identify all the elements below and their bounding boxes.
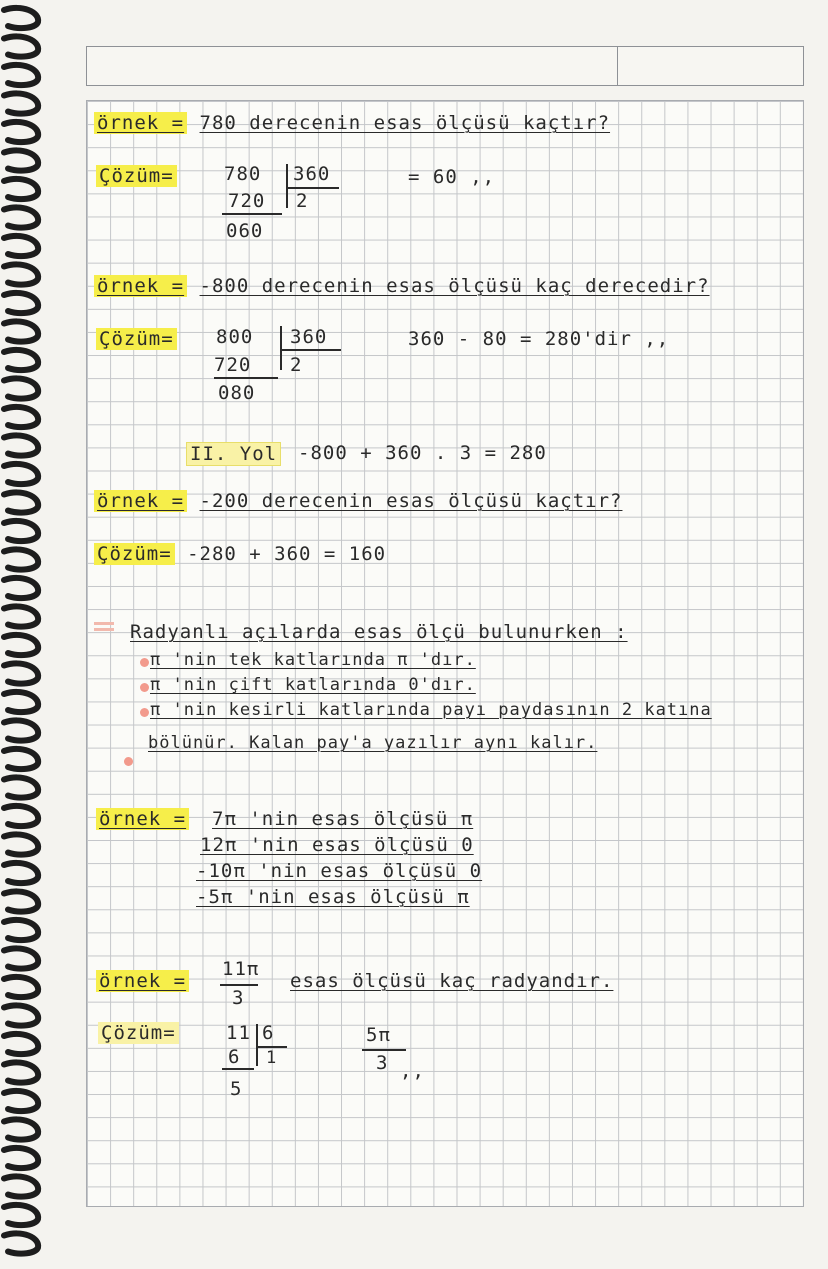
ex5-frac-num: 11π	[222, 958, 260, 980]
spiral-coil	[4, 492, 38, 512]
example-1-label: örnek =	[94, 112, 187, 134]
solution-2-label: Çözüm=	[96, 328, 177, 350]
spiral-coil	[4, 720, 38, 740]
div1-product-line	[222, 213, 282, 215]
div1-bar	[286, 164, 288, 208]
solution-3-text: -280 + 360 = 160	[187, 543, 387, 565]
div1-divisor: 360	[293, 163, 331, 185]
rule-marker	[94, 622, 114, 636]
spiral-coil	[4, 293, 38, 313]
div2-bar	[280, 326, 282, 370]
spiral-coil	[4, 749, 38, 769]
spiral-coil	[4, 1176, 38, 1196]
spiral-coil	[4, 65, 38, 85]
spiral-coil	[4, 806, 38, 826]
spiral-coil	[4, 464, 38, 484]
spiral-coil	[4, 321, 38, 341]
alt-method-label: II. Yol	[186, 442, 281, 466]
div2-quotient: 2	[290, 354, 303, 376]
spiral-coil	[4, 36, 38, 56]
example-3-question: -200 derecenin esas ölçüsü kaçtır?	[199, 490, 623, 512]
spiral-coil	[4, 122, 38, 142]
example-1	[94, 112, 610, 134]
div1-product: 720	[228, 190, 266, 212]
solution-1-label: Çözüm=	[96, 165, 177, 187]
spiral-coil	[4, 264, 38, 284]
spiral-coil	[4, 578, 38, 598]
rule-bullet-4	[124, 757, 133, 766]
solution-3-label: Çözüm=	[94, 543, 175, 565]
spiral-coil	[4, 407, 38, 427]
ex5-answer-num: 5π	[366, 1024, 391, 1046]
alt-method-calc: -800 + 360 . 3 = 280	[298, 442, 547, 464]
example-2-calc: 360 - 80 = 280'dir ,,	[408, 328, 670, 350]
spiral-coil	[4, 8, 38, 28]
div5-divisor: 6	[262, 1022, 275, 1044]
example-2-label: örnek =	[94, 275, 187, 297]
spiral-coil	[4, 920, 38, 940]
spiral-coil	[4, 435, 38, 455]
spiral-coil	[4, 1205, 38, 1225]
solution-5-label: Çözüm=	[98, 1022, 179, 1044]
spiral-coil	[4, 207, 38, 227]
spiral-coil	[4, 1148, 38, 1168]
spiral-coil	[4, 692, 38, 712]
ex5-answer-den: 3	[376, 1052, 389, 1074]
spiral-coil	[4, 93, 38, 113]
div2-remainder: 080	[218, 382, 256, 404]
div1-quotient: 2	[296, 190, 309, 212]
div5-product-line	[222, 1068, 254, 1070]
example-3	[94, 490, 622, 512]
example-1-question: 780 derecenin esas ölçüsü kaçtır?	[199, 112, 611, 134]
rule-item-3: π 'nin kesirli katlarında payı paydasının 2 katına	[150, 700, 712, 720]
spiral-coil	[4, 977, 38, 997]
header-box	[86, 46, 804, 86]
div5-bar	[256, 1024, 258, 1066]
ex5-answer-bar	[362, 1049, 406, 1051]
solution-3	[94, 543, 386, 565]
div5-product: 6	[228, 1046, 241, 1068]
div2-divisor: 360	[290, 326, 328, 348]
spiral-coil	[4, 1062, 38, 1082]
spiral-coil	[4, 1034, 38, 1054]
spiral-coil	[4, 663, 38, 683]
div1-remainder: 060	[226, 220, 264, 242]
header-divider	[617, 47, 618, 85]
spiral-coil	[4, 1005, 38, 1025]
rule-item-2: π 'nin çift katlarında 0'dır.	[150, 675, 476, 695]
example-5-label: örnek =	[96, 970, 189, 992]
div5-dividend: 11	[226, 1022, 251, 1044]
example-4-line-1: 7π 'nin esas ölçüsü π	[212, 808, 474, 830]
rule-bullet-1	[140, 658, 149, 667]
spiral-coil	[4, 863, 38, 883]
rule-bullet-3	[140, 708, 149, 717]
example-3-label: örnek =	[94, 490, 187, 512]
ex5-frac-den: 3	[232, 987, 245, 1009]
example-2	[94, 275, 710, 297]
spiral-binding	[0, 0, 50, 1269]
spiral-coil	[4, 1119, 38, 1139]
div1-dividend: 780	[224, 163, 262, 185]
spiral-coil	[4, 635, 38, 655]
rule-title: Radyanlı açılarda esas ölçü bulunurken :	[130, 621, 628, 643]
example-4-line-4: -5π 'nin esas ölçüsü π	[196, 886, 470, 908]
spiral-coil	[4, 891, 38, 911]
example-5-question: esas ölçüsü kaç radyandır.	[290, 970, 614, 992]
spiral-coil	[4, 777, 38, 797]
spiral-coil	[4, 948, 38, 968]
ex5-frac-bar	[220, 984, 258, 986]
example-2-question: -800 derecenin esas ölçüsü kaç derecedir?	[199, 275, 710, 297]
div1-divisor-line	[287, 187, 339, 189]
spiral-coil	[4, 1233, 38, 1253]
spiral-coil	[4, 606, 38, 626]
div5-remainder: 5	[230, 1078, 243, 1100]
div5-quotient: 1	[266, 1048, 278, 1068]
example-4-line-3: -10π 'nin esas ölçüsü 0	[196, 860, 483, 882]
div2-product-line	[214, 377, 278, 379]
rule-item-1: π 'nin tek katlarında π 'dır.	[150, 650, 476, 670]
spiral-coil	[4, 1091, 38, 1111]
spiral-coil	[4, 236, 38, 256]
example-1-answer: = 60 ,,	[408, 166, 496, 188]
spiral-coil	[4, 179, 38, 199]
rule-continuation: bölünür. Kalan pay'a yazılır aynı kalır.	[148, 733, 598, 753]
spiral-coil	[4, 521, 38, 541]
div2-product: 720	[214, 354, 252, 376]
ex5-answer-mark: ,,	[400, 1060, 425, 1082]
div2-dividend: 800	[216, 326, 254, 348]
div2-divisor-line	[281, 349, 341, 351]
example-4-line-2: 12π 'nin esas ölçüsü 0	[200, 834, 474, 856]
spiral-coil	[4, 549, 38, 569]
spiral-coil	[4, 378, 38, 398]
spiral-coil	[4, 350, 38, 370]
rule-bullet-2	[140, 683, 149, 692]
spiral-coil	[4, 150, 38, 170]
spiral-coil	[4, 834, 38, 854]
example-4-label: örnek =	[96, 808, 189, 830]
